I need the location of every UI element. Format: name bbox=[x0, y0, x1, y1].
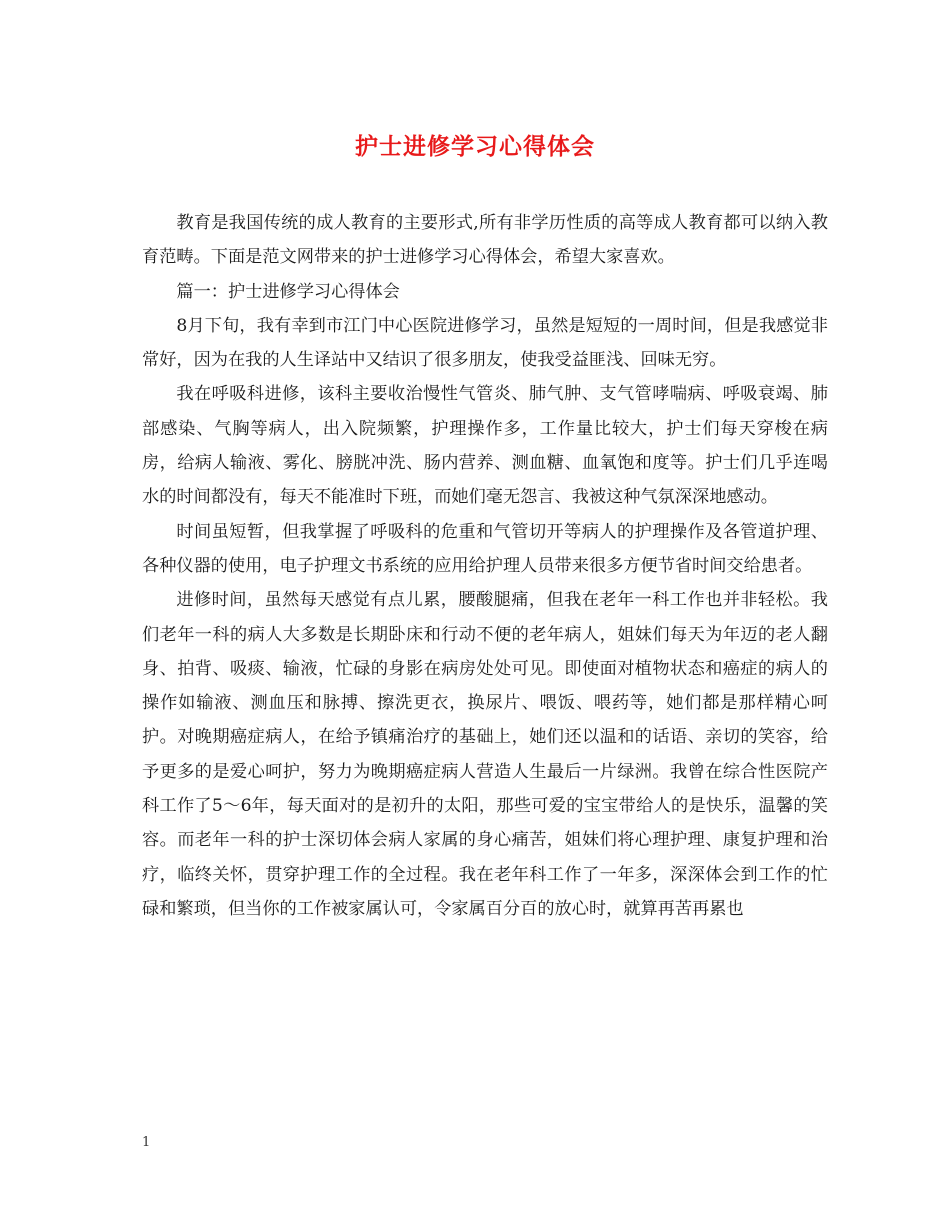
document-body bbox=[142, 206, 828, 926]
paragraph: 时间虽短暂，但我掌握了呼吸科的危重和气管切开等病人的护理操作及各管道护理、各种仪器的使用，电子护理文书系统的应用给护理人员带来很多方便节省时间交给患者。 bbox=[142, 521, 828, 576]
paragraph-intro: 教育是我国传统的成人教育的主要形式,所有非学历性质的高等成人教育都可以纳入教育范畴。下面是范文网带来的护士进修学习心得体会，希望大家喜欢。 bbox=[142, 213, 828, 268]
section-heading: 篇一：护士进修学习心得体会 bbox=[176, 281, 400, 302]
page-title: 护士进修学习心得体会 bbox=[355, 133, 595, 160]
paragraph: 我在呼吸科进修，该科主要收治慢性气管炎、肺气肿、支气管哮喘病、呼吸衰竭、肺部感染、气胸等病人，出入院频繁，护理操作多，工作量比较大，护士们每天穿梭在病房，给病人输液、雾化、膀胱冲洗、肠内营养、测血糖、血氧饱和度等。护士们几乎连喝水的时间都没有，每天不能准时下班，而她们毫无怨言、我被这种气氛深深地感动。 bbox=[142, 384, 828, 508]
paragraph: 8月下旬，我有幸到市江门中心医院进修学习，虽然是短短的一周时间，但是我感觉非常好，因为在我的人生译站中又结识了很多朋友，使我受益匪浅、回味无穷。 bbox=[142, 315, 828, 371]
paragraph: 进修时间，虽然每天感觉有点儿累，腰酸腿痛，但我在老年一科工作也并非轻松。我们老年一科的病人大多数是长期卧床和行动不便的老年病人，姐妹们每天为年迈的老人翻身、拍背、吸痰、输液，忙碌的身影在病房处处可见。即使面对植物状态和癌症的病人的操作如输液、测血压和脉搏、擦洗更衣，换尿片、喂饭、喂药等，她们都是那样精心呵护。对晚期癌症病人，在给予镇痛治疗的基础上，她们还以温和的话语、亲切的笑容，给予更多的是爱心呵护，努力为晚期癌症病人营造人生最后一片绿洲。我曾在综合性医院产科工作了5～6年，每天面对的是初升的太阳，那些可爱的宝宝带给人的是快乐，温馨的笑容。而老年一科的护士深切体会病人家属的身心痛苦，姐妹们将心理护理、康复护理和治疗，临终关怀，贯穿护理工作的全过程。我在老年科工作了一年多，深深体会到工作的忙碌和繁琐，但当你的工作被家属认可，令家属百分百的放心时，就算再苦再累也 bbox=[142, 590, 828, 919]
page-number: 1 bbox=[142, 1135, 151, 1150]
